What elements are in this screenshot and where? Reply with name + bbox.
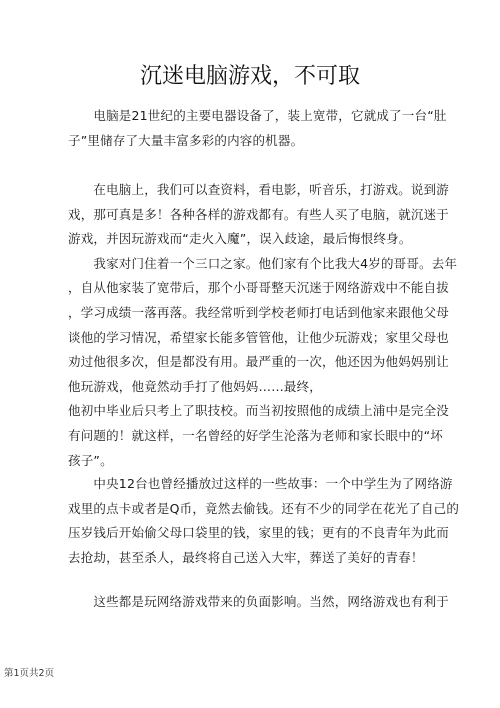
page-title: 沉迷电脑游戏，不可取 <box>139 64 360 89</box>
text-line: ，学习成绩一落再落。我经常听到学校老师打电话到他家来跟他父母 <box>68 304 450 320</box>
text-line: 压岁钱后开始偷父母口袋里的钱，家里的钱；更有的不良青年为此而 <box>68 525 450 541</box>
text-line: 这些都是玩网络游戏带来的负面影响。当然，网络游戏也有利于 <box>68 594 450 609</box>
paragraph-4 <box>68 590 450 615</box>
page-number-footer: 第1页共2页 <box>4 668 55 679</box>
text-line: 有问题的！就这样，一名曾经的好学生沦落为老师和家长眼中的“坏 <box>68 427 443 443</box>
text-line: 他玩游戏，他竟然动手打了他妈妈……最终， <box>68 378 323 394</box>
text-line: 我家对门住着一个三口之家。他们家有个比我大4岁的哥哥。去年 <box>68 255 458 271</box>
text-line: 戏里的点卡或者是Q币，竟然去偷钱。还有不少的同学在花光了自己的 <box>68 500 460 516</box>
text-line: ，自从他家装了宽带后，那个小哥哥整天沉迷于网络游戏中不能自拔 <box>68 280 450 296</box>
text-line: 在电脑上，我们可以查资料，看电影，听音乐，打游戏。说到游 <box>68 182 450 197</box>
paragraph-1 <box>68 104 447 153</box>
text-line: 去抢劫，甚至杀人，最终将自己送入大牢，葬送了美好的青春！ <box>68 549 424 565</box>
text-line: 谈他的学习情况，希望家长能多管管他，让他少玩游戏；家里父母也 <box>68 329 450 345</box>
text-line: 电脑是21世纪的主要电器设备了，装上宽带，它就成了一台“肚 <box>68 108 447 123</box>
paragraph-3 <box>68 472 460 570</box>
text-line: 他初中毕业后只考上了职技校。而当初按照他的成绩上浦中是完全没 <box>68 403 450 419</box>
text-line: 孩子”。 <box>68 452 113 468</box>
text-line: 游戏，并因玩游戏而“走火入魔”，误入歧途，最后悔恨终身。 <box>68 231 412 247</box>
text-line: 戏，那可真是多！各种各样的游戏都有。有些人买了电脑，就沉迷于 <box>68 206 450 222</box>
paragraph-2 <box>68 178 458 473</box>
text-line: 子”里储存了大量丰富多彩的内容的机器。 <box>68 132 304 148</box>
text-line: 劝过他很多次，但是都没有用。最严重的一次，他还因为他妈妈别让 <box>68 354 450 370</box>
text-line: 中央12台也曾经播放过这样的一些故事：一个中学生为了网络游 <box>68 476 453 491</box>
